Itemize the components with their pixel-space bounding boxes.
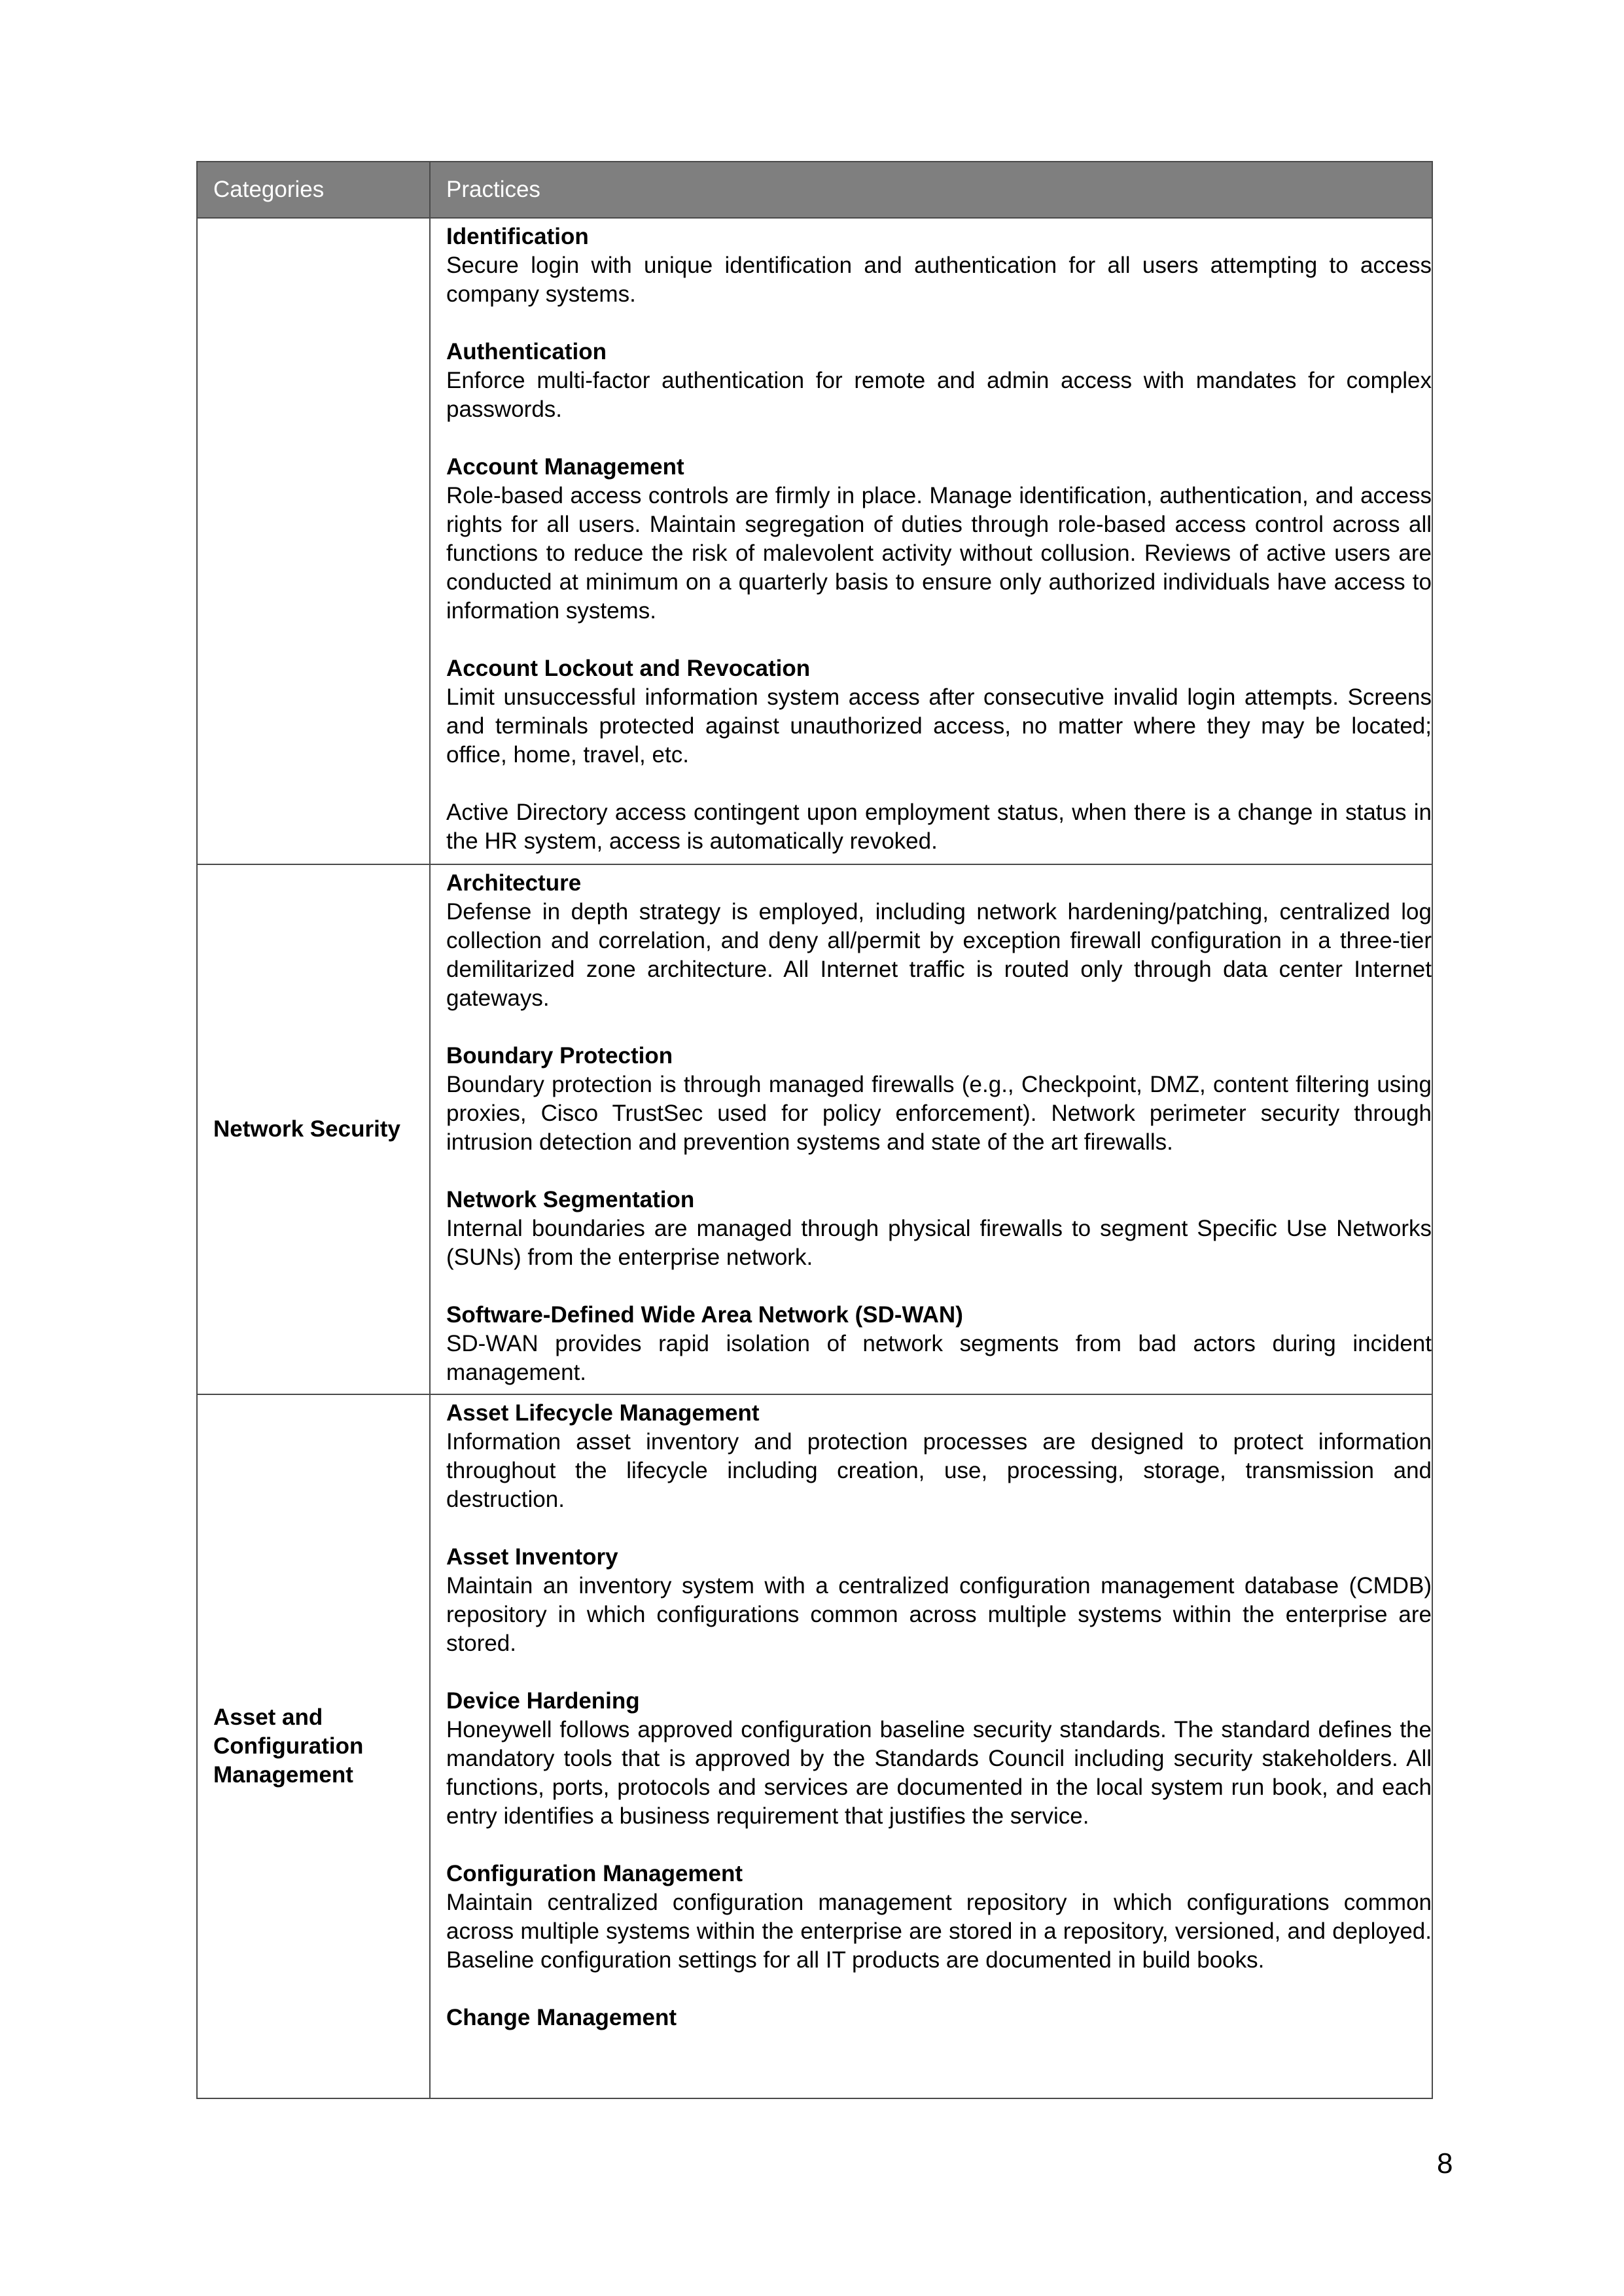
practice-item: [446, 798, 1432, 856]
practice-text: Information asset inventory and protection processes are designed to protect information throughout the lifecycle including creation, use, processing, storage, transmission and destruction.: [446, 1429, 1432, 1512]
practice-item: [446, 1399, 1432, 1514]
practice-heading: Authentication: [446, 339, 607, 364]
header-categories: Categories: [197, 162, 430, 218]
practice-heading: Identification: [446, 224, 589, 249]
practice-text: Defense in depth strategy is employed, including network hardening/patching, centralized log collection and correlation, and deny all/permit by exception firewall configuration in a three-tier demilitarized zone architecture. All Internet traffic is routed only through data center Internet gateways.: [446, 899, 1432, 1011]
practice-heading: Device Hardening: [446, 1688, 640, 1714]
practice-text: Internal boundaries are managed through physical firewalls to segment Specific Use Networks (SUNs) from the enterprise network.: [446, 1216, 1432, 1270]
practice-item: [446, 1687, 1432, 1831]
practice-heading: Account Lockout and Revocation: [446, 656, 811, 681]
practice-item: [446, 1186, 1432, 1272]
practice-item: [446, 869, 1432, 1013]
practice-item: [446, 338, 1432, 424]
practices-table: [196, 161, 1433, 2099]
practice-heading: Configuration Management: [446, 1861, 743, 1886]
practice-item: [446, 1042, 1432, 1157]
practice-text: Maintain an inventory system with a centralized configuration management database (CMDB) repository in which configurations common across multiple systems within the enterprise are stored.: [446, 1573, 1432, 1656]
practice-text: Role-based access controls are firmly in place. Manage identification, authentication, and access rights for all users. Maintain segregation of duties through role-based access control across all functions to reduce the risk of malevolent activity without collusion. Reviews of active users are conducted at minimum on a quarterly basis to ensure only authorized individuals have access to information systems.: [446, 483, 1432, 624]
practice-text: Honeywell follows approved configuration baseline security standards. The standard defines the mandatory tools that is approved by the Standards Council including security stakeholders. All functions, ports, protocols and services are documented in the local system run book, and each entry identifies a business requirement that justifies the service.: [446, 1717, 1432, 1829]
practice-item: [446, 2004, 1432, 2032]
practice-text: SD-WAN provides rapid isolation of network segments from bad actors during incident management.: [446, 1331, 1432, 1385]
practices-cell: [430, 1394, 1432, 2098]
practice-text: Active Directory access contingent upon employment status, when there is a change in status in the HR system, access is automatically revoked.: [446, 800, 1432, 854]
practice-heading: Network Segmentation: [446, 1187, 695, 1212]
practice-heading: Account Management: [446, 454, 684, 480]
table-header-row: [197, 162, 1432, 218]
practices-cell: [430, 218, 1432, 864]
practice-item: [446, 654, 1432, 769]
practice-heading: Boundary Protection: [446, 1043, 673, 1069]
practice-text: Enforce multi-factor authentication for remote and admin access with mandates for complex passwords.: [446, 368, 1432, 422]
table-row: [197, 864, 1432, 1394]
practice-item: [446, 1860, 1432, 1975]
practice-text: Boundary protection is through managed firewalls (e.g., Checkpoint, DMZ, content filtering using proxies, Cisco TrustSec used for policy enforcement). Network perimeter security through intrusion detection and prevention systems and state of the art firewalls.: [446, 1072, 1432, 1155]
table-row: [197, 1394, 1432, 2098]
practice-heading: Architecture: [446, 870, 582, 896]
practice-text: Maintain centralized configuration management repository in which configurations common across multiple systems within the enterprise are stored in a repository, versioned, and deployed. Baseline configuration settings for all IT products are documented in build books.: [446, 1890, 1432, 1973]
practice-item: [446, 453, 1432, 626]
header-practices: Practices: [430, 162, 1432, 218]
practice-text: Limit unsuccessful information system access after consecutive invalid login attempts. Screens and terminals protected against unauthorized access, no matter where they may be located; office, home, travel, etc.: [446, 684, 1432, 768]
category-cell: Network Security: [197, 864, 430, 1394]
practice-text: Secure login with unique identification and authentication for all users attempting to access company systems.: [446, 253, 1432, 307]
practice-item: [446, 222, 1432, 309]
practices-cell: [430, 864, 1432, 1394]
practice-item: [446, 1301, 1432, 1387]
category-cell: [197, 218, 430, 864]
category-cell: Asset and Configuration Management: [197, 1394, 430, 2098]
practice-heading: Asset Inventory: [446, 1544, 618, 1570]
practice-heading: Software-Defined Wide Area Network (SD-WAN): [446, 1302, 963, 1328]
table-row: [197, 218, 1432, 864]
practice-heading: Change Management: [446, 2005, 677, 2030]
practice-item: [446, 1543, 1432, 1658]
page-number: 8: [1437, 2147, 1453, 2180]
practice-heading: Asset Lifecycle Management: [446, 1400, 760, 1426]
